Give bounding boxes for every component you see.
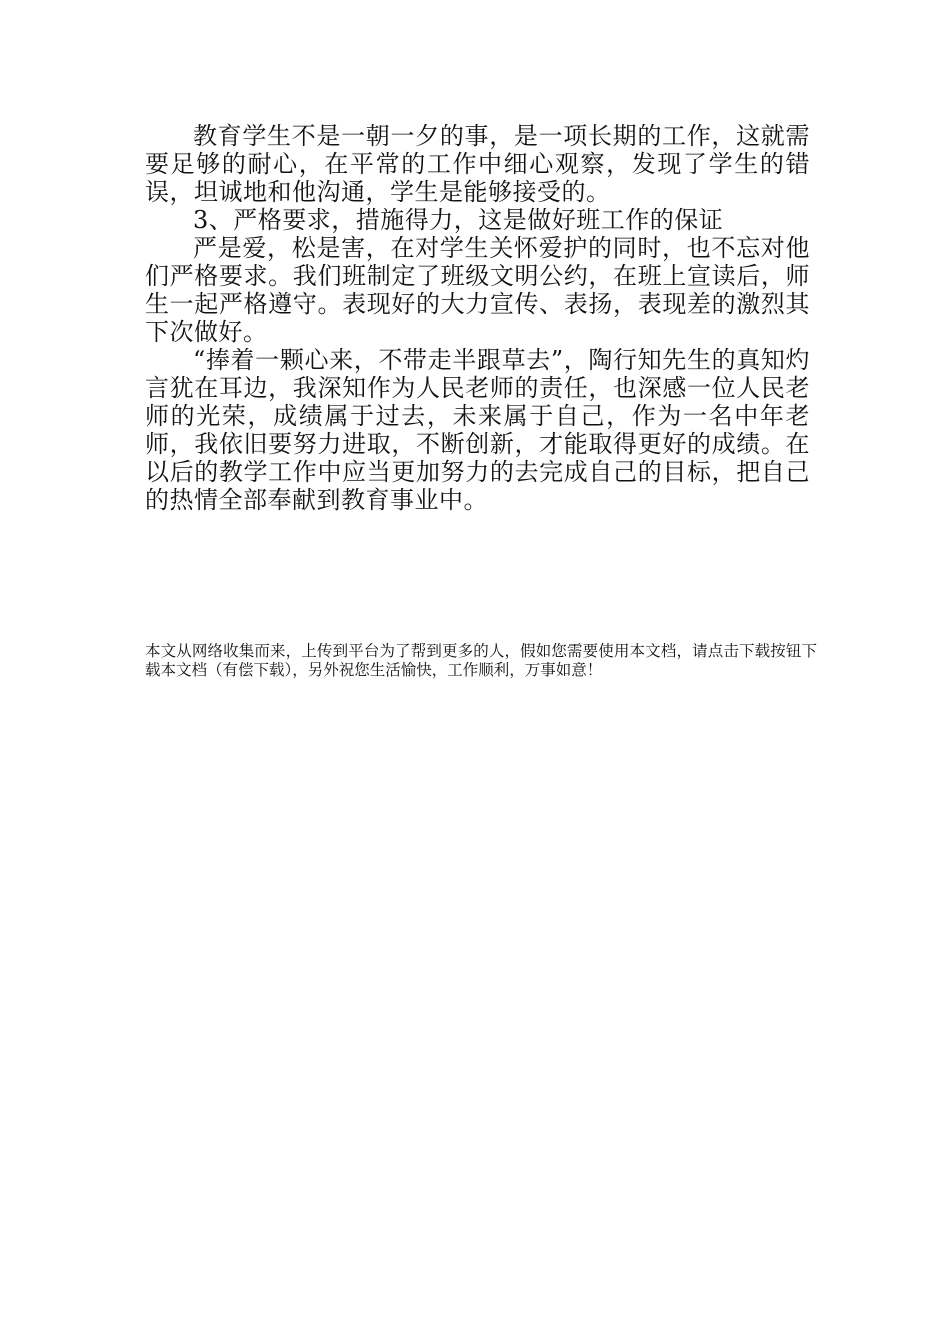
section-heading-strict-requirements: 3、严格要求，措施得力，这是做好班工作的保证 [193, 206, 724, 234]
paragraph-conclusion: “捧着一颗心来，不带走半跟草去”，陶行知先生的真知灼言犹在耳边，我深知作为人民老师的责任，也深感一位人民老师的光荣，成绩属于过去，未来属于自己，作为一名中年老师，我依旧要努力进取，不断创新，才能取得更好的成绩。在以后的教学工作中应当更加努力的去完成自己的目标，把自己的热情全部奉献到教育事业中。 [145, 346, 810, 514]
paragraph-strictness: 严是爱，松是害，在对学生关怀爱护的同时，也不忘对他们严格要求。我们班制定了班级文明公约，在班上宣读后，师生一起严格遵守。表现好的大力宣传、表扬，表现差的激烈其下次做好。 [145, 234, 810, 346]
paragraph-patience: 教育学生不是一朝一夕的事，是一项长期的工作，这就需要足够的耐心，在平常的工作中细心观察，发现了学生的错误，坦诚地和他沟通，学生是能够接受的。 [145, 122, 810, 206]
download-footer-note: 本文从网络收集而来，上传到平台为了帮到更多的人，假如您需要使用本文档，请点击下载按钮下载本文档（有偿下载），另外祝您生活愉快，工作顺利，万事如意！ [145, 642, 817, 679]
document-body [145, 122, 810, 514]
